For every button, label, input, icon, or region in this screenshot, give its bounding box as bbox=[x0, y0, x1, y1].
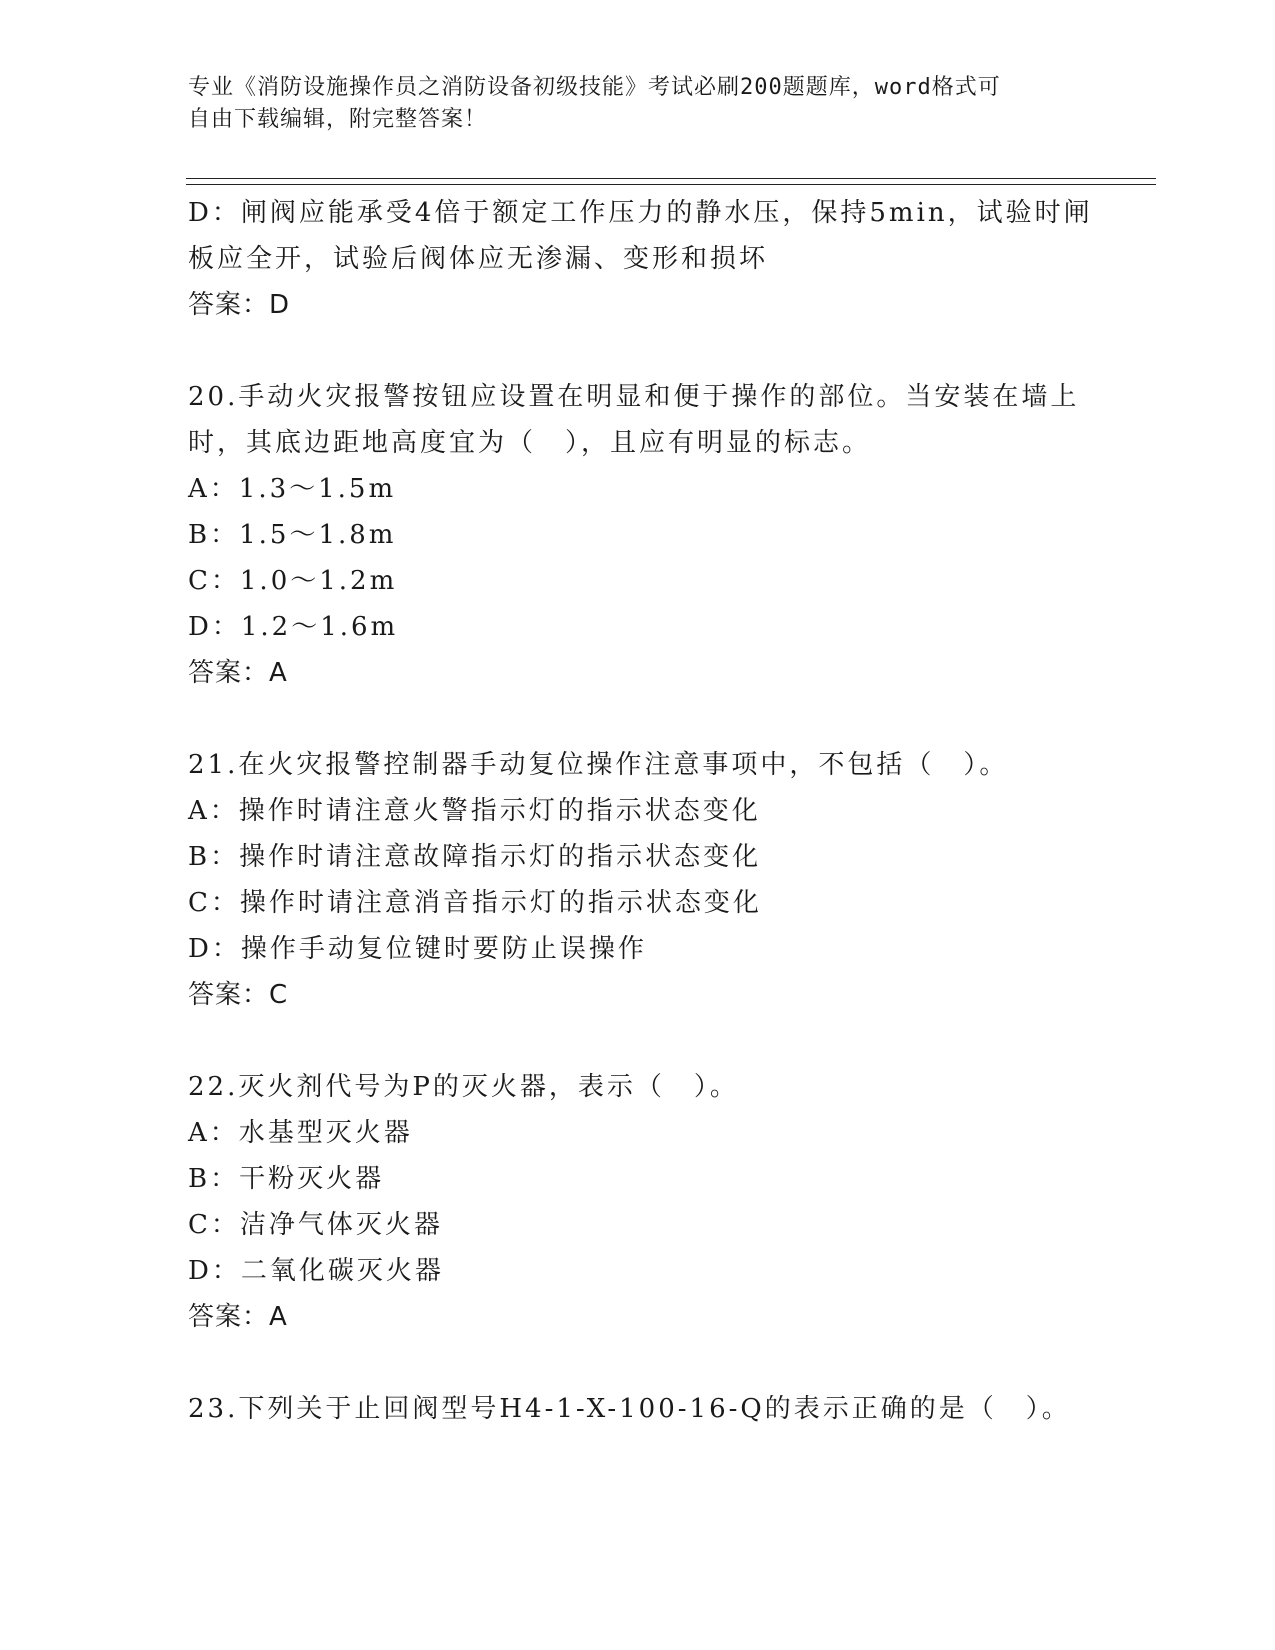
option-d: D：操作手动复位键时要防止误操作 bbox=[188, 934, 647, 964]
option-a: A：水基型灭火器 bbox=[188, 1118, 413, 1148]
header-divider-bottom bbox=[186, 184, 1156, 185]
option-text-continued: 板应全开，试验后阀体应无渗漏、变形和损坏 bbox=[188, 244, 769, 274]
option-d: D：二氧化碳灭火器 bbox=[188, 1256, 444, 1286]
question-20 bbox=[188, 374, 1088, 696]
answer-label: 答案：A bbox=[188, 1302, 288, 1332]
option-a: A：1.3～1.5m bbox=[188, 474, 397, 504]
question-stem: 21.在火灾报警控制器手动复位操作注意事项中，不包括（ ）。 bbox=[188, 750, 1009, 780]
option-c: C：1.0～1.2m bbox=[188, 566, 398, 596]
question-22 bbox=[188, 1064, 1088, 1340]
question-21 bbox=[188, 742, 1088, 1018]
option-text: D：闸阀应能承受4倍于额定工作压力的静水压，保持5min，试验时闸 bbox=[188, 198, 1093, 228]
question-stem: 22.灭火剂代号为P的灭火器，表示（ ）。 bbox=[188, 1072, 739, 1102]
answer-label: 答案：C bbox=[188, 980, 289, 1010]
carryover-block bbox=[188, 190, 1093, 328]
question-23 bbox=[188, 1386, 1088, 1432]
option-b: B：干粉灭火器 bbox=[188, 1164, 385, 1194]
question-content bbox=[188, 190, 1093, 1432]
question-stem-continued: 时，其底边距地高度宜为（ ），且应有明显的标志。 bbox=[188, 428, 872, 458]
page-header bbox=[188, 72, 1088, 136]
header-line-1: 专业《消防设施操作员之消防设备初级技能》考试必刷200题题库，word格式可 bbox=[188, 75, 1001, 100]
answer-label: 答案：D bbox=[188, 290, 291, 320]
option-b: B：1.5～1.8m bbox=[188, 520, 397, 550]
header-divider-top bbox=[186, 178, 1156, 179]
option-d: D：1.2～1.6m bbox=[188, 612, 399, 642]
question-stem: 20.手动火灾报警按钮应设置在明显和便于操作的部位。当安装在墙上 bbox=[188, 382, 1080, 412]
option-c: C：操作时请注意消音指示灯的指示状态变化 bbox=[188, 888, 762, 918]
question-stem: 23.下列关于止回阀型号H4-1-X-100-16-Q的表示正确的是（ ）。 bbox=[188, 1394, 1071, 1424]
option-a: A：操作时请注意火警指示灯的指示状态变化 bbox=[188, 796, 761, 826]
header-line-2: 自由下载编辑，附完整答案！ bbox=[188, 107, 488, 132]
option-b: B：操作时请注意故障指示灯的指示状态变化 bbox=[188, 842, 762, 872]
option-c: C：洁净气体灭火器 bbox=[188, 1210, 443, 1240]
answer-label: 答案：A bbox=[188, 658, 288, 688]
